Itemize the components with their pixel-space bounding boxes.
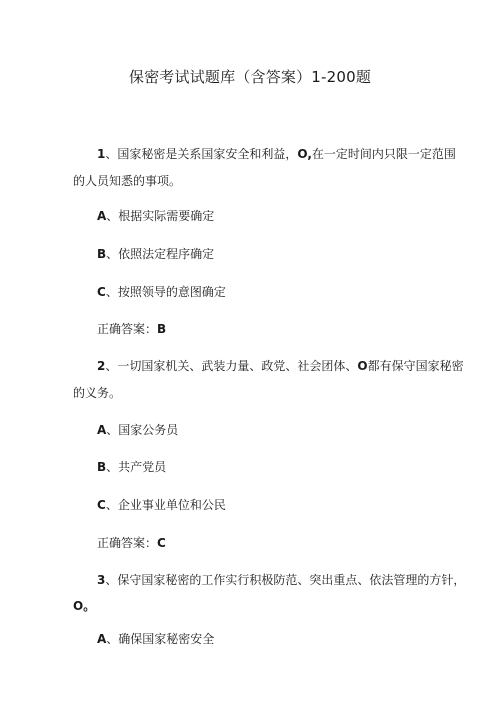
question-blank: O bbox=[357, 359, 368, 373]
option-key: B bbox=[97, 460, 107, 474]
option-c bbox=[97, 284, 477, 300]
answer-label: 正确答案： bbox=[97, 322, 158, 336]
option-key: C bbox=[97, 285, 106, 299]
option-a bbox=[97, 422, 477, 438]
answer-line bbox=[97, 535, 477, 551]
answer-line bbox=[97, 321, 477, 337]
page-title: 保密考试试题库（含答案）1-200题 bbox=[128, 68, 372, 86]
question-text: 在一定时间内只限一定范围 bbox=[311, 147, 456, 161]
question-blank: O。 bbox=[73, 599, 96, 613]
question-1-line-1 bbox=[97, 146, 477, 162]
option-text: 、按照领导的意图确定 bbox=[105, 285, 226, 299]
answer-value: B bbox=[157, 322, 167, 336]
option-b bbox=[97, 459, 477, 475]
option-text: 、国家公务员 bbox=[106, 423, 179, 437]
option-a bbox=[97, 208, 477, 224]
option-key: C bbox=[97, 498, 106, 512]
question-3-line-2 bbox=[73, 598, 453, 614]
option-key: B bbox=[97, 247, 107, 261]
question-2-line-1 bbox=[97, 358, 477, 374]
option-text: 、根据实际需要确定 bbox=[106, 209, 215, 223]
question-number: 3 bbox=[97, 573, 106, 587]
question-text: 都有保守国家秘密 bbox=[367, 359, 464, 373]
option-text: 、企业事业单位和公民 bbox=[105, 498, 226, 512]
option-a bbox=[97, 631, 477, 647]
question-number: 2 bbox=[97, 359, 106, 373]
question-text: 、保守国家秘密的工作实行积极防范、突出重点、依法管理的方针， bbox=[105, 573, 466, 587]
option-text: 、确保国家秘密安全 bbox=[106, 632, 215, 646]
question-blank: O, bbox=[297, 147, 312, 161]
question-text: 、国家秘密是关系国家安全和利益， bbox=[105, 147, 298, 161]
question-number: 1 bbox=[97, 147, 106, 161]
option-b bbox=[97, 246, 477, 262]
option-key: A bbox=[97, 423, 107, 437]
option-key: A bbox=[97, 632, 107, 646]
option-text: 、共产党员 bbox=[106, 460, 167, 474]
question-text: 、一切国家机关、武装力量、政党、社会团体、 bbox=[105, 359, 358, 373]
question-2-line-2: 的义务。 bbox=[73, 386, 122, 400]
question-1-line-2: 的人员知悉的事项。 bbox=[73, 174, 182, 188]
option-text: 、依照法定程序确定 bbox=[106, 247, 215, 261]
option-c bbox=[97, 497, 477, 513]
answer-value: C bbox=[157, 536, 166, 550]
option-key: A bbox=[97, 209, 107, 223]
answer-label: 正确答案： bbox=[97, 536, 158, 550]
question-3-line-1 bbox=[97, 572, 477, 588]
